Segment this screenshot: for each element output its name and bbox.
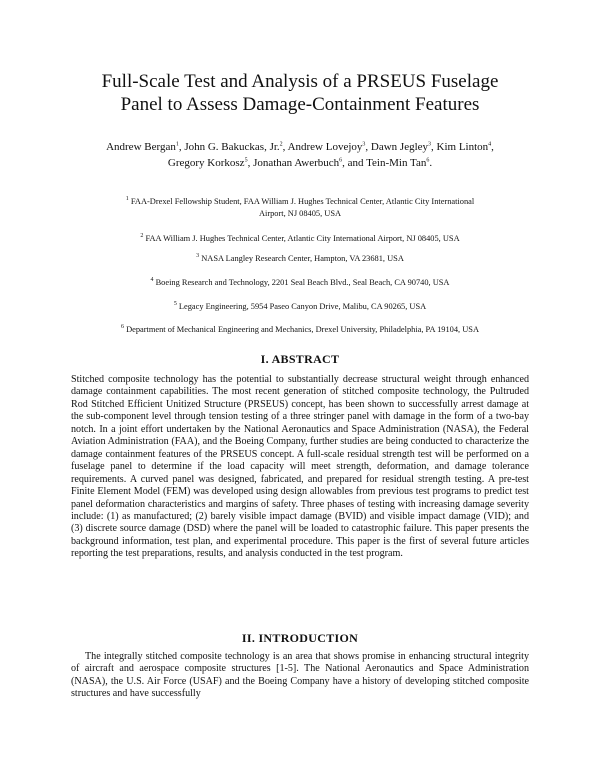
affiliation-6: $^6$ Department of Mechanical Engineering and Mechanics, Drexel University, Philadelphia, PA 19104, USA [121,324,479,334]
author-name: Tein-Min Tan [366,157,427,169]
author-affiliation-mark: 4 [488,141,492,148]
author-affiliation-mark: 6 [339,157,343,164]
author-name: Andrew Bergan [106,141,176,153]
abstract-paragraph: Stitched composite technology has the potential to substantially decrease structural weight through enhanced damage containment capabilities. The most recent generation of stitched composite technology, the Pultruded Rod Stitched Efficient Unitized Structure (PRSEUS) concept, has been shown to successfully arrest damage at the sub-component level through tension testing of a three stringer panel with damage in the form of a two-bay notch. In a joint effort undertaken by the National Aeronautics and Space Administration (NASA), the Federal Aviation Administration (FAA), and the Boeing Company, further studies are being conducted to characterize the damage containment features of the PRSEUS concept. A full-scale residual strength test will be performed on a fuselage panel to determine if the load capacity will meet strength, deformation, and damage tolerance requirements. A curved panel was designed, fabricated, and prepared for residual strength testing. A pre-test Finite Element Model (FEM) was developed using design allowables from previous test programs to predict test panel deformation characteristics and margins of safety. Three phases of testing with increasing damage severity include: (1) as manufactured; (2) barely visible impact damage (BVID) and visible impact damage (VID); and (3) discrete source damage (DSD) where the panel will be loaded to catastrophic failure. This paper presents the background information, test plan, and experimental procedure. This paper is the first of several future articles reporting the test preparations, results, and analysis conducted in the test program. [71,374,529,560]
author-affiliation-mark: 3 [428,141,432,148]
introduction-body [71,651,529,701]
author-name: Kim Linton [436,141,489,153]
author-name: Gregory Korkosz [167,157,245,169]
author-affiliation-mark: 2 [279,141,283,148]
affiliation-3: $^3$ NASA Langley Research Center, Hampton, VA 23681, USA [196,253,404,263]
affiliation-4: $^4$ Boeing Research and Technology, 2201 Seal Beach Blvd., Seal Beach, CA 90740, USA [150,277,450,287]
author-name: Andrew Lovejoy [287,141,363,153]
author-affiliation-mark: 1 [175,141,179,148]
introduction-heading: II. INTRODUCTION [241,631,359,645]
affiliation-2: $^2$ FAA William J. Hughes Technical Center, Atlantic City International Airport, NJ 08405, USA [140,233,460,243]
paper-title [40,70,560,116]
title-line-2: Panel to Assess Damage-Containment Features [120,94,480,115]
author-name: Dawn Jegley [370,141,429,153]
author-affiliation-mark: 6 [426,157,430,164]
abstract-heading: I. ABSTRACT [260,352,340,366]
author-line-2: Gregory Korkosz$^5$, Jonathan Awerbuch$^6$, and Tein-Min Tan$^6$. [167,157,433,169]
abstract-body [71,374,529,561]
author-line-1: Andrew Bergan$^1$, John G. Bakuckas, Jr.$^2$, Andrew Lovejoy$^3$, Dawn Jegley$^3$, Kim Linton$^4$, [106,141,494,153]
author-affiliation-mark: 5 [244,157,248,164]
author-affiliation-mark: 3 [362,141,366,148]
author-name: John G. Bakuckas, Jr. [184,141,280,153]
affiliation-5: $^5$ Legacy Engineering, 5954 Paseo Canyon Drive, Malibu, CA 90265, USA [173,301,427,311]
author-list [60,139,540,171]
affiliation-1: $^1$ FAA-Drexel Fellowship Student, FAA William J. Hughes Technical Center, Atlantic City International Airport, NJ 08405, USA [125,196,475,218]
introduction-paragraph: The integrally stitched composite technology is an area that shows promise in enhancing structural integrity of aircraft and aerospace composite structures [1-5]. The National Aeronautics and Space Administration (NASA), the U.S. Air Force (USAF) and the Boeing Company have a history of developing stitched composite structures and have successfully [71,651,529,700]
title-line-1: Full-Scale Test and Analysis of a PRSEUS Fuselage [101,71,499,92]
author-name: Jonathan Awerbuch [253,157,340,169]
